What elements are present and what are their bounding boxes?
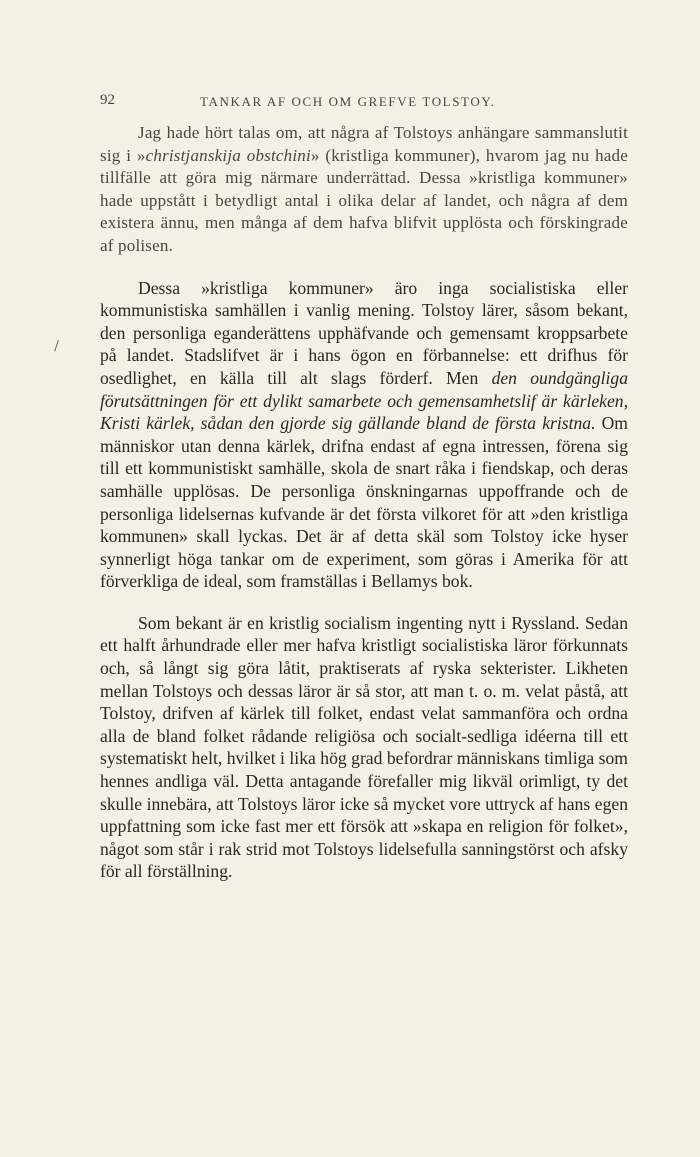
paragraph-2-text-a: Dessa »kristliga kommuner» äro inga socialistiska eller kommunistiska samhällen i vanlig mening. Tolstoy lärer, såsom bekant, den personliga eganderättens upphäfvande och gemensamt kroppsarbete på landet. Stadslifvet är i hans ögon en förbannelse: ett drifhus för osedlighet, en källa till alt slags förderf. Men [100, 277, 628, 388]
paragraph-1-text-b: » (kristliga kommuner), hvarom jag nu hade tillfälle att göra mig närmare underrättad. Dessa »kristliga kommuner» hade uppstått i betydligt antal i olika delar af landet, och några af dem existera ännu, men många af dem hafva blifvit upplösta och förskingrade af polisen. [100, 145, 628, 255]
margin-pencil-mark [54, 340, 61, 352]
running-head [100, 92, 628, 112]
paragraph-1-text-a: Jag hade hört talas om, att några af Tolstoys anhängare sammanslutit sig i » [100, 123, 628, 165]
paragraph-3 [100, 612, 628, 883]
paragraph-1 [100, 122, 628, 258]
paragraph-2-text-b: Om människor utan denna kärlek, drifna endast af egna intressen, förena sig till ett kommunistiskt samhälle, skola de snart råka i fiendskap, och deras samhälle upplösas. De personliga önskningarnas uppoffrande och de personliga lidelsernas kufvande är det första vilkoret för att »den kristliga kommunen» skall lyckas. Det är af detta skäl som Tolstoy icke hyser synnerligt höga tankar om de experiment, som göras i Amerika för att förverkliga de ideal, som framställas i Bellamys bok. [100, 413, 628, 592]
paragraph-2 [100, 277, 628, 593]
running-title: TANKAR AF OCH OM GREFVE TOLSTOY. [200, 94, 496, 109]
paragraph-1-italic: christjanskija obstchini [145, 145, 311, 165]
paragraph-2-italic: den oundgängliga förutsättningen för ett dylikt samarbete och gemensamhetslif är kärleken, Kristi kärlek, sådan den gjorde sig gällande bland de första kristna. [100, 367, 629, 434]
body-text [100, 122, 628, 883]
paragraph-3-text: Som bekant är en kristlig socialism ingenting nytt i Ryssland. Sedan ett halft århundrade eller mer hafva kristligt socialistiska läror förkunnats och, så långt sig göra låtit, praktiserats af ryska sekterister. Likheten mellan Tolstoys och dessas läror är så stor, att man t. o. m. velat påstå, att Tolstoy, drifven af kärlek till folket, endast velat sammanföra och ordna alla de bland folket rådande religiösa och socialt-sedliga idéerna till ett systematiskt helt, hvilket i lika hög grad befordrar människans timliga som hennes andliga väl. Detta antagande förefaller mig likväl orimligt, ty det skulle innebära, att Tolstoys läror icke så mycket vore uttryck af hans egen uppfattning som icke fast mer ett försök att »skapa en religion för folket», något som står i rak strid mot Tolstoys lidelsefulla sanningstörst och afsky för all förställning. [100, 612, 628, 882]
page-number: 92 [100, 92, 115, 108]
